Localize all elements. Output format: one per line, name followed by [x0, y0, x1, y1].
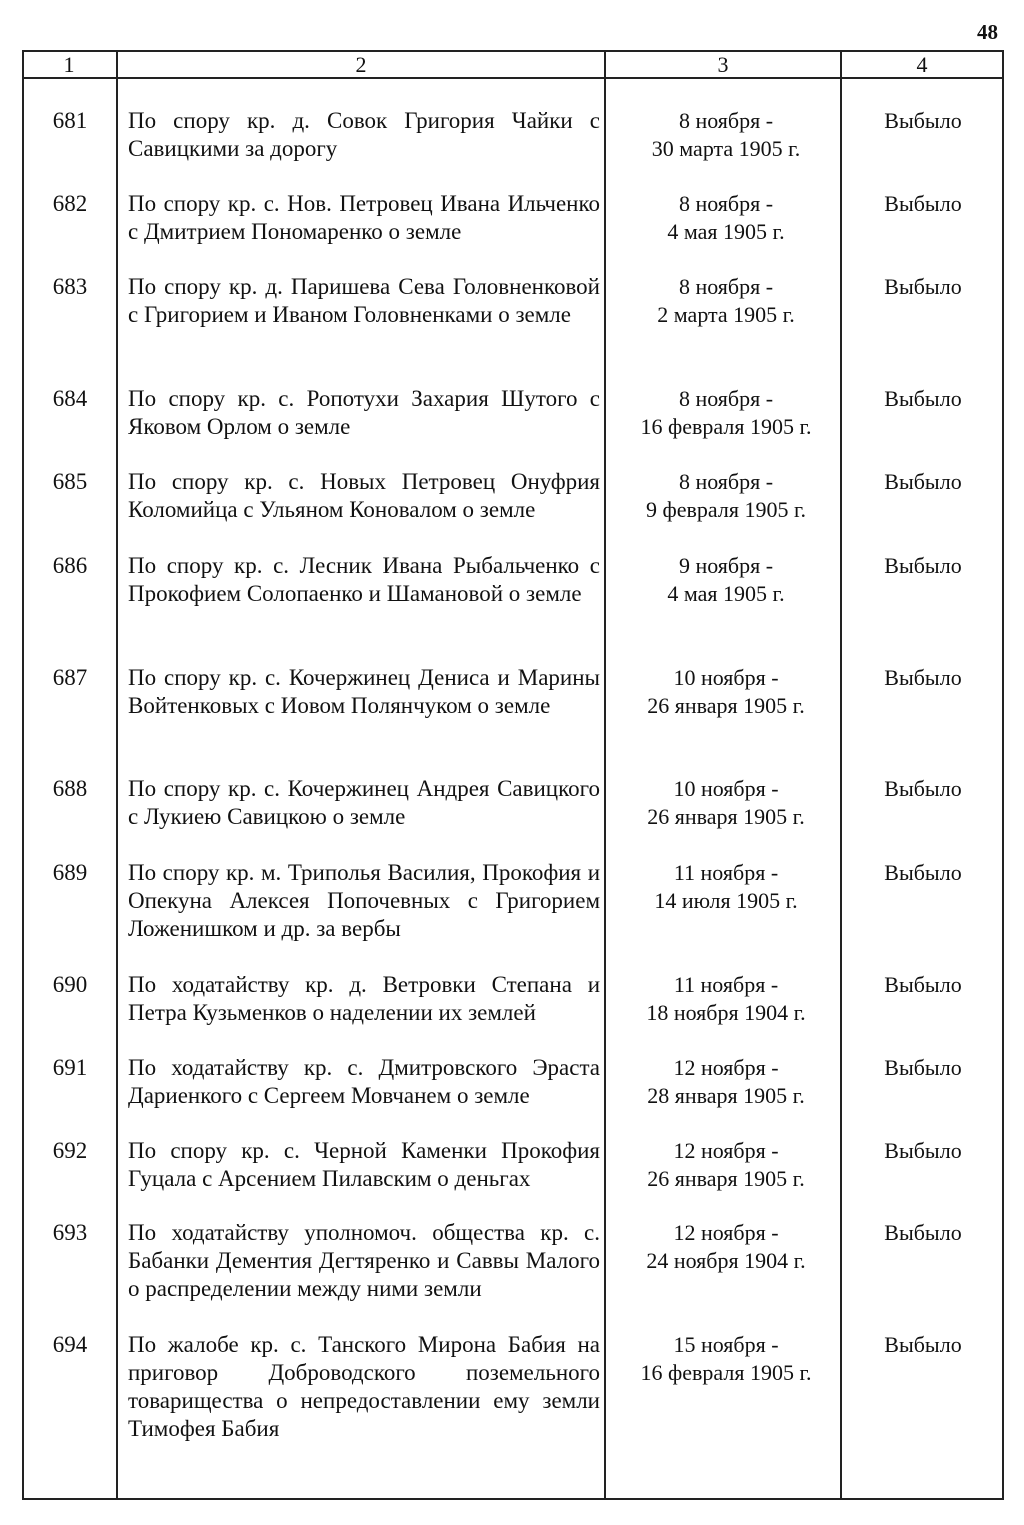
record-status: Выбыло [884, 469, 962, 494]
page-number: 48 [977, 20, 998, 44]
column-header-3: 3 [717, 52, 729, 77]
date-end: 9 февраля 1905 г. [645, 497, 806, 522]
record-status: Выбыло [884, 274, 962, 299]
record-dates [612, 971, 840, 1027]
date-start: 15 ноября - [673, 1332, 779, 1357]
record-status: Выбыло [884, 665, 962, 690]
record-number: 685 [52, 469, 88, 494]
record-description: По ходатайству кр. д. Ветровки Степана и Петра Кузьменков о наделении их землей [128, 972, 600, 1025]
record-description: По спору кр. с. Новых Петровец Онуфрия Коломийца с Ульяном Коновалом о земле [128, 469, 600, 522]
record-number: 692 [52, 1138, 88, 1163]
date-end: 26 января 1905 г. [647, 693, 805, 718]
record-number: 683 [52, 274, 88, 299]
date-start: 11 ноября - [673, 860, 779, 885]
column-header-1: 1 [63, 52, 75, 77]
record-number: 684 [52, 386, 88, 411]
record-dates [612, 107, 840, 163]
record-status: Выбыло [884, 860, 962, 885]
record-number: 688 [52, 776, 88, 801]
date-end: 28 января 1905 г. [647, 1083, 805, 1108]
record-dates [612, 468, 840, 524]
date-start: 9 ноября - [678, 553, 774, 578]
record-dates [612, 1054, 840, 1110]
record-dates [612, 775, 840, 831]
record-status: Выбыло [884, 776, 962, 801]
date-end: 18 ноября 1904 г. [646, 1000, 806, 1025]
date-start: 11 ноября - [673, 972, 779, 997]
record-dates [612, 1137, 840, 1193]
date-end: 16 февраля 1905 г. [640, 1360, 812, 1385]
record-description: По ходатайству кр. с. Дмитровского Эраста Дариенкого с Сергеем Мовчанем о земле [128, 1055, 600, 1108]
record-status: Выбыло [884, 191, 962, 216]
record-status: Выбыло [884, 1220, 962, 1245]
record-number: 686 [52, 553, 88, 578]
record-status: Выбыло [884, 1138, 962, 1163]
record-status: Выбыло [884, 1332, 962, 1357]
column-header-4: 4 [916, 52, 928, 77]
record-description: По ходатайству уполномоч. общества кр. с. Бабанки Дементия Дегтяренко и Саввы Малого о распределении между ними земли [128, 1220, 600, 1301]
record-status: Выбыло [884, 972, 962, 997]
date-start: 8 ноября - [678, 274, 774, 299]
record-dates [612, 273, 840, 329]
date-start: 12 ноября - [673, 1055, 779, 1080]
date-end: 2 марта 1905 г. [657, 302, 795, 327]
record-dates [612, 664, 840, 720]
record-description: По спору кр. м. Триполья Василия, Прокофия и Опекуна Алексея Попочевных с Григорием Ложенишком и др. за вербы [128, 860, 600, 941]
record-status: Выбыло [884, 553, 962, 578]
record-description: По спору кр. с. Нов. Петровец Ивана Ильченко с Дмитрием Пономаренко о земле [128, 191, 600, 244]
date-start: 8 ноября - [678, 386, 774, 411]
date-end: 16 февраля 1905 г. [640, 414, 812, 439]
record-dates [612, 859, 840, 915]
record-description: По жалобе кр. с. Танского Мирона Бабия на приговор Доброводского поземельного товарищества о непредоставлении ему земли Тимофея Бабия [128, 1332, 600, 1441]
column-divider [604, 50, 606, 1500]
record-number: 687 [52, 665, 88, 690]
record-number: 691 [52, 1055, 88, 1080]
date-end: 4 мая 1905 г. [667, 581, 785, 606]
record-number: 689 [52, 860, 88, 885]
column-header-2: 2 [355, 52, 367, 77]
record-number: 682 [52, 191, 88, 216]
date-start: 10 ноября - [673, 665, 779, 690]
date-start: 8 ноября - [678, 469, 774, 494]
record-description: По спору кр. с. Ропотухи Захария Шутого с Яковом Орлом о земле [128, 386, 600, 439]
record-number: 693 [52, 1220, 88, 1245]
date-end: 14 июля 1905 г. [654, 888, 798, 913]
record-status: Выбыло [884, 386, 962, 411]
record-status: Выбыло [884, 1055, 962, 1080]
record-description: По спору кр. с. Кочержинец Дениса и Марины Войтенковых с Иовом Полянчуком о земле [128, 665, 600, 718]
date-start: 8 ноября - [678, 108, 774, 133]
record-number: 681 [52, 108, 88, 133]
record-description: По спору кр. с. Кочержинец Андрея Савицкого с Лукиею Савицкою о земле [128, 776, 600, 829]
record-status: Выбыло [884, 108, 962, 133]
header-divider [22, 77, 1004, 79]
record-dates [612, 385, 840, 441]
date-start: 8 ноября - [678, 191, 774, 216]
date-start: 12 ноября - [673, 1138, 779, 1163]
date-end: 26 января 1905 г. [647, 1166, 805, 1191]
record-description: По спору кр. д. Паришева Сева Головненковой с Григорием и Иваном Головненками о земле [128, 274, 600, 327]
record-dates [612, 1331, 840, 1387]
record-number: 694 [52, 1332, 88, 1357]
record-dates [612, 1219, 840, 1275]
record-description: По спору кр. с. Черной Каменки Прокофия Гуцала с Арсением Пилавским о деньгах [128, 1138, 600, 1191]
record-dates [612, 552, 840, 608]
date-start: 12 ноября - [673, 1220, 779, 1245]
record-dates [612, 190, 840, 246]
date-end: 4 мая 1905 г. [667, 219, 785, 244]
record-description: По спору кр. д. Совок Григория Чайки с Савицкими за дорогу [128, 108, 600, 161]
record-description: По спору кр. с. Лесник Ивана Рыбальченко с Прокофием Солопаенко и Шамановой о земле [128, 553, 600, 606]
date-start: 10 ноября - [673, 776, 779, 801]
date-end: 24 ноября 1904 г. [646, 1248, 806, 1273]
record-number: 690 [52, 972, 88, 997]
date-end: 26 января 1905 г. [647, 804, 805, 829]
date-end: 30 марта 1905 г. [651, 136, 801, 161]
